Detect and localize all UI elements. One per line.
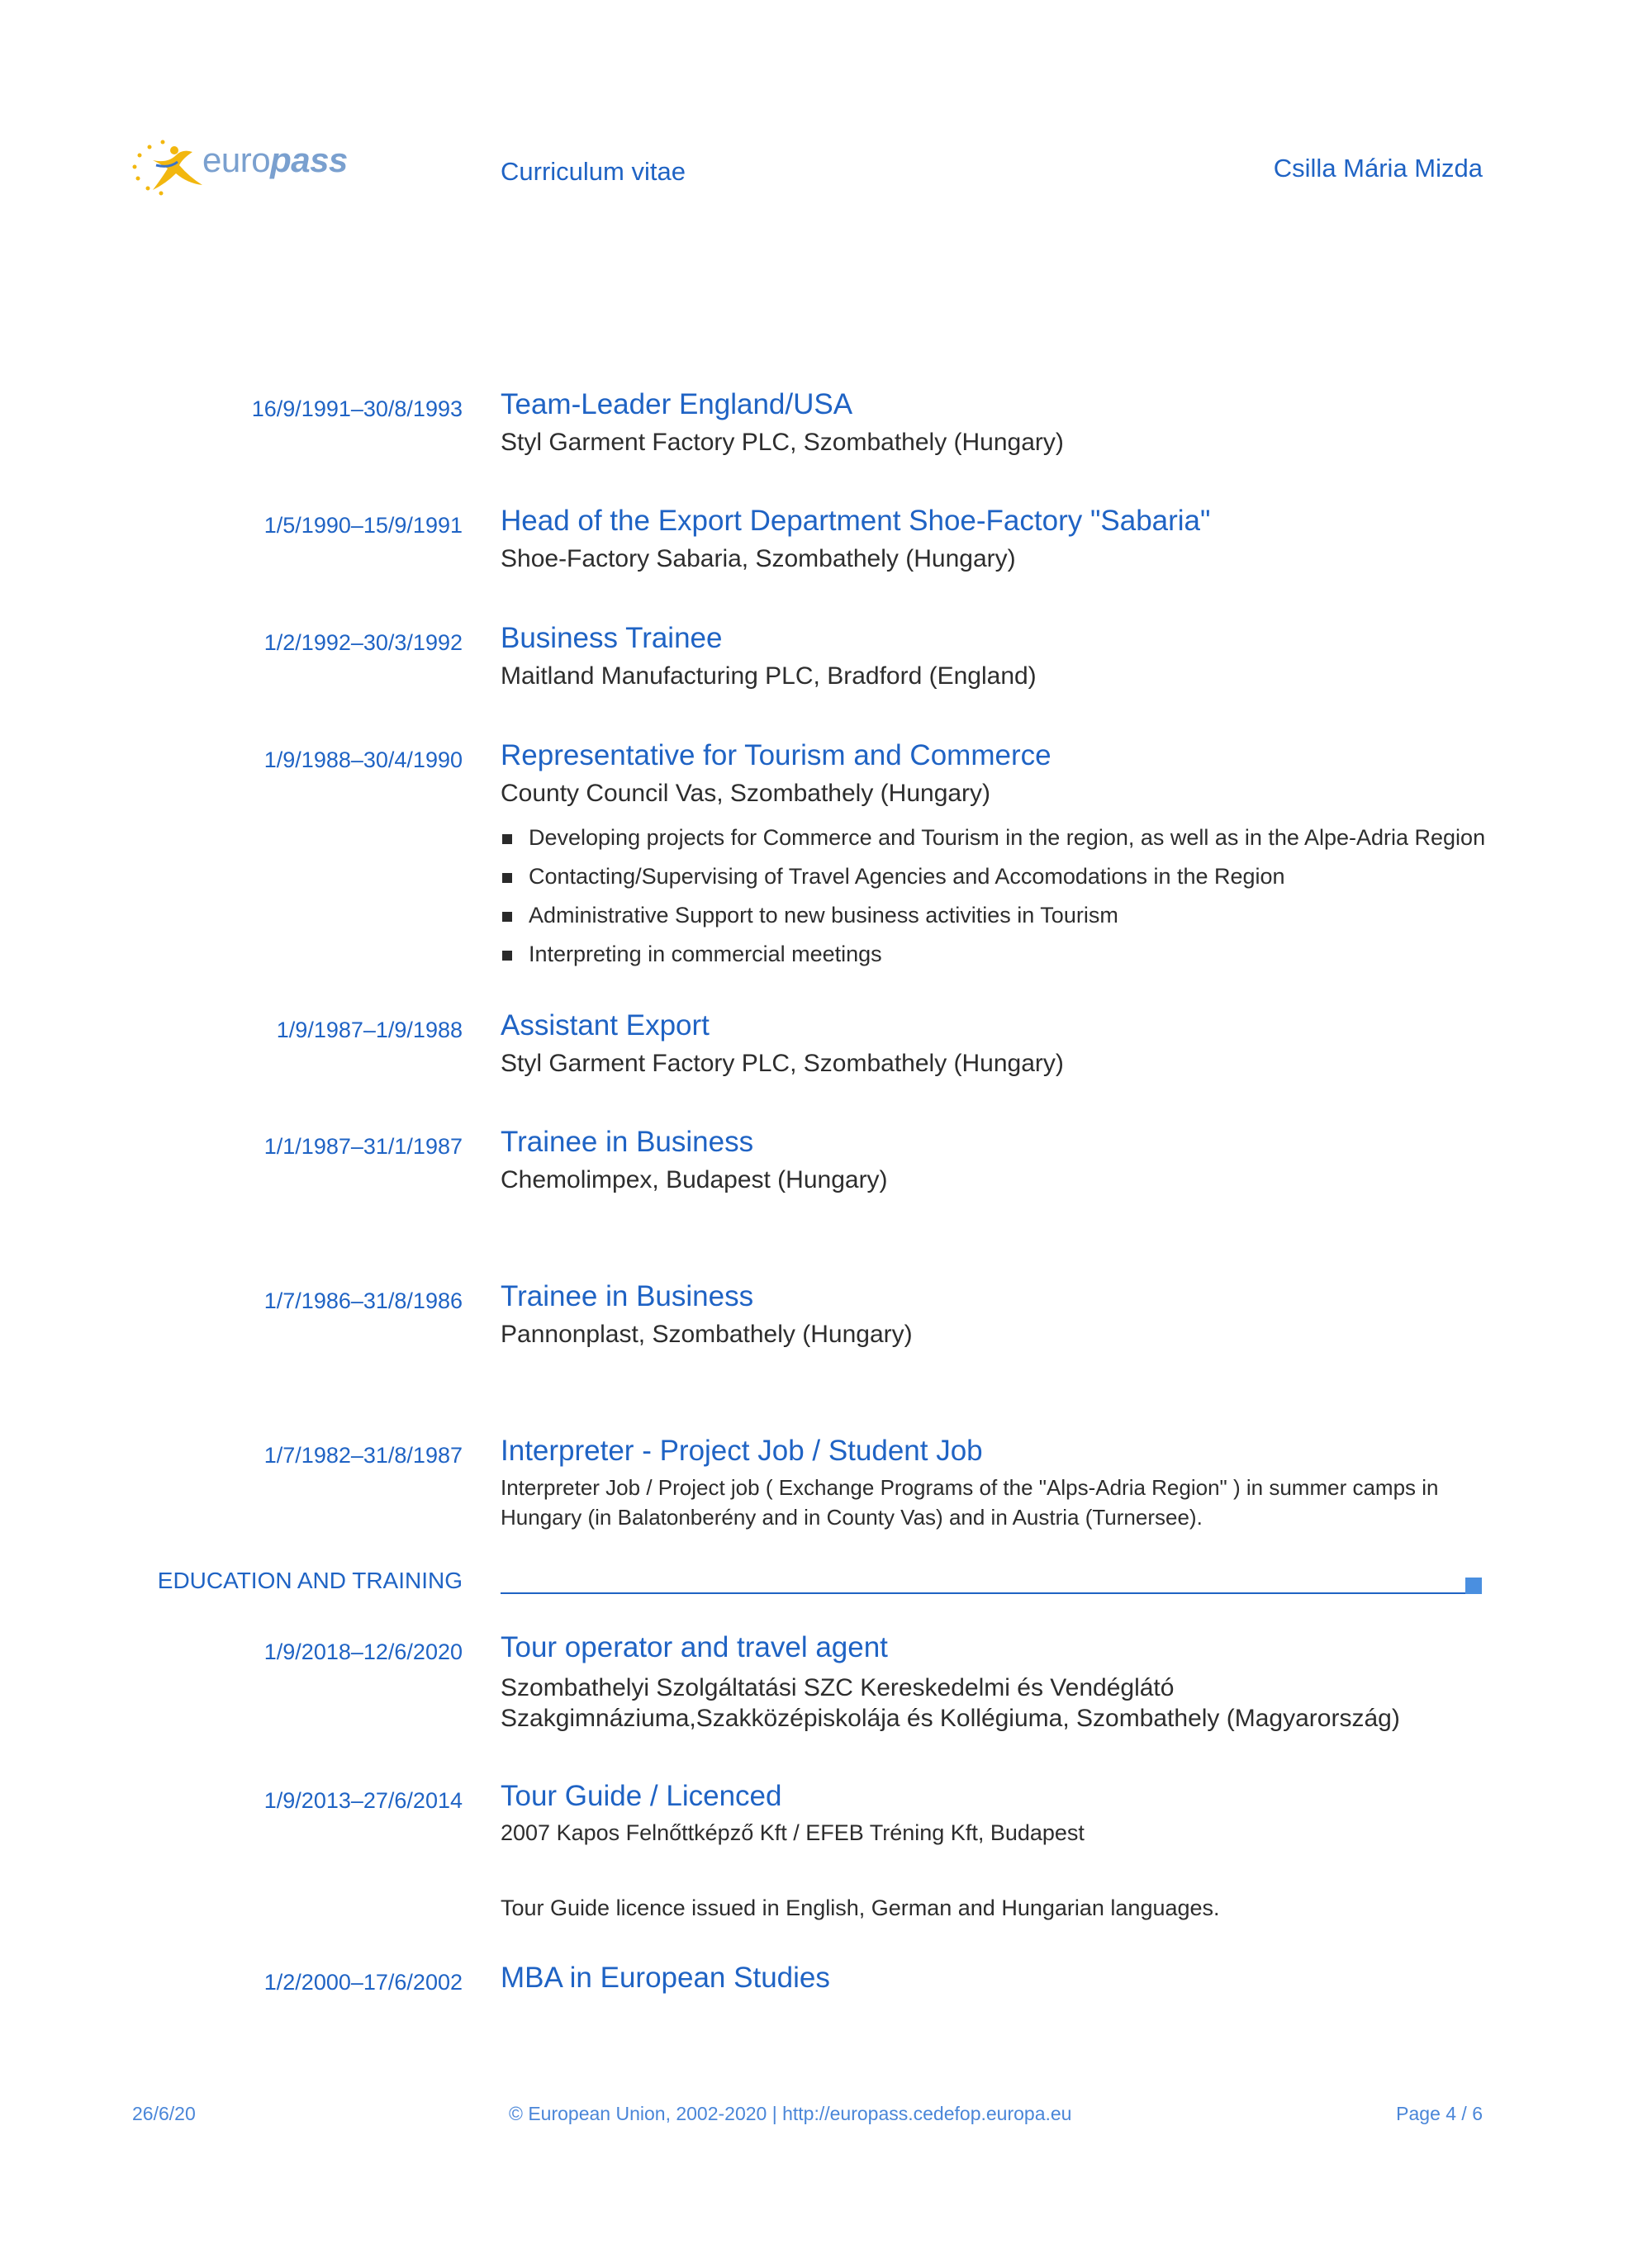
section-marker-icon xyxy=(1465,1578,1482,1594)
logo-wordmark: europass xyxy=(202,140,348,179)
entry-organization: Chemolimpex, Budapest (Hungary) xyxy=(501,1166,888,1193)
person-name: Csilla Mária Mizda xyxy=(1273,154,1483,183)
list-item: Developing projects for Commerce and Tourism in the region, as well as in the Alpe-Adria Region xyxy=(501,818,1492,857)
duties-list xyxy=(501,818,1492,974)
entry-organization: Shoe-Factory Sabaria, Szombathely (Hungary) xyxy=(501,545,1016,572)
entry-title: Trainee in Business xyxy=(501,1126,754,1158)
entry-organization: Pannonplast, Szombathely (Hungary) xyxy=(501,1321,913,1348)
entry-organization: Styl Garment Factory PLC, Szombathely (Hungary) xyxy=(501,429,1064,456)
entry-title: Interpreter - Project Job / Student Job xyxy=(501,1435,983,1467)
list-item: Interpreting in commercial meetings xyxy=(501,935,1492,974)
entry-title: Representative for Tourism and Commerce xyxy=(501,739,1051,771)
entry-organization: County Council Vas, Szombathely (Hungary) xyxy=(501,780,991,807)
bullet-square-icon xyxy=(502,834,512,844)
entry-note: Tour Guide licence issued in English, German and Hungarian languages. xyxy=(501,1896,1220,1920)
footer-page-number: Page 4 / 6 xyxy=(1396,2103,1483,2124)
entry-dates: 1/2/2000–17/6/2002 xyxy=(263,1970,463,1995)
section-label: EDUCATION AND TRAINING xyxy=(157,1568,463,1593)
entry-title: Tour Guide / Licenced xyxy=(501,1780,782,1812)
footer-copyright: © European Union, 2002-2020 | http://europass.cedefop.europa.eu xyxy=(509,2103,1072,2124)
entry-dates: 16/9/1991–30/8/1993 xyxy=(251,396,463,421)
entry-organization: 2007 Kapos Felnőttképző Kft / EFEB Tréning Kft, Budapest xyxy=(501,1820,1085,1845)
bullet-square-icon xyxy=(502,951,512,961)
entry-title: Head of the Export Department Shoe-Factory "Sabaria" xyxy=(501,505,1211,537)
entry-description: Interpreter Job / Project job ( Exchange Programs of the "Alps-Adria Region" ) in summer camps in Hungary (in Balatonberény and in County Vas) and in Austria (Turnersee). xyxy=(501,1475,1439,1530)
entry-dates: 1/9/2013–27/6/2014 xyxy=(263,1788,463,1813)
entry-title: Assistant Export xyxy=(501,1009,710,1041)
entry-title: Tour operator and travel agent xyxy=(501,1631,888,1663)
entry-title: Team-Leader England/USA xyxy=(501,388,853,420)
entry-dates: 1/1/1987–31/1/1987 xyxy=(263,1134,463,1159)
bullet-square-icon xyxy=(502,873,512,883)
list-item: Administrative Support to new business activities in Tourism xyxy=(501,896,1492,935)
bullet-square-icon xyxy=(502,912,512,922)
entry-dates: 1/7/1986–31/8/1986 xyxy=(263,1288,463,1313)
document-title: Curriculum vitae xyxy=(501,157,686,186)
entry-dates: 1/7/1982–31/8/1987 xyxy=(263,1443,463,1468)
section-heading-education xyxy=(0,1568,1652,1617)
entry-dates: 1/5/1990–15/9/1991 xyxy=(263,513,463,538)
entry-dates: 1/9/2018–12/6/2020 xyxy=(263,1639,463,1664)
section-divider xyxy=(501,1592,1482,1594)
entry-title: MBA in European Studies xyxy=(501,1962,830,1994)
europass-logo xyxy=(128,130,351,205)
list-item: Contacting/Supervising of Travel Agencies and Accomodations in the Region xyxy=(501,857,1492,896)
entry-organization: Styl Garment Factory PLC, Szombathely (Hungary) xyxy=(501,1050,1064,1077)
entry-organization: Maitland Manufacturing PLC, Bradford (England) xyxy=(501,662,1037,690)
entry-title: Business Trainee xyxy=(501,622,723,654)
entry-dates: 1/9/1987–1/9/1988 xyxy=(276,1018,463,1042)
entry-dates: 1/2/1992–30/3/1992 xyxy=(263,630,463,655)
footer-date: 26/6/20 xyxy=(132,2103,196,2124)
entry-title: Trainee in Business xyxy=(501,1280,754,1312)
entry-dates: 1/9/1988–30/4/1990 xyxy=(263,747,463,772)
entry-organization: Szombathelyi Szolgáltatási SZC Kereskedelmi és Vendéglátó Szakgimnáziuma,Szakközépiskolája és Kollégiuma, Szombathely (Magyarország) xyxy=(501,1674,1400,1732)
europass-star-figure-icon xyxy=(128,130,211,205)
